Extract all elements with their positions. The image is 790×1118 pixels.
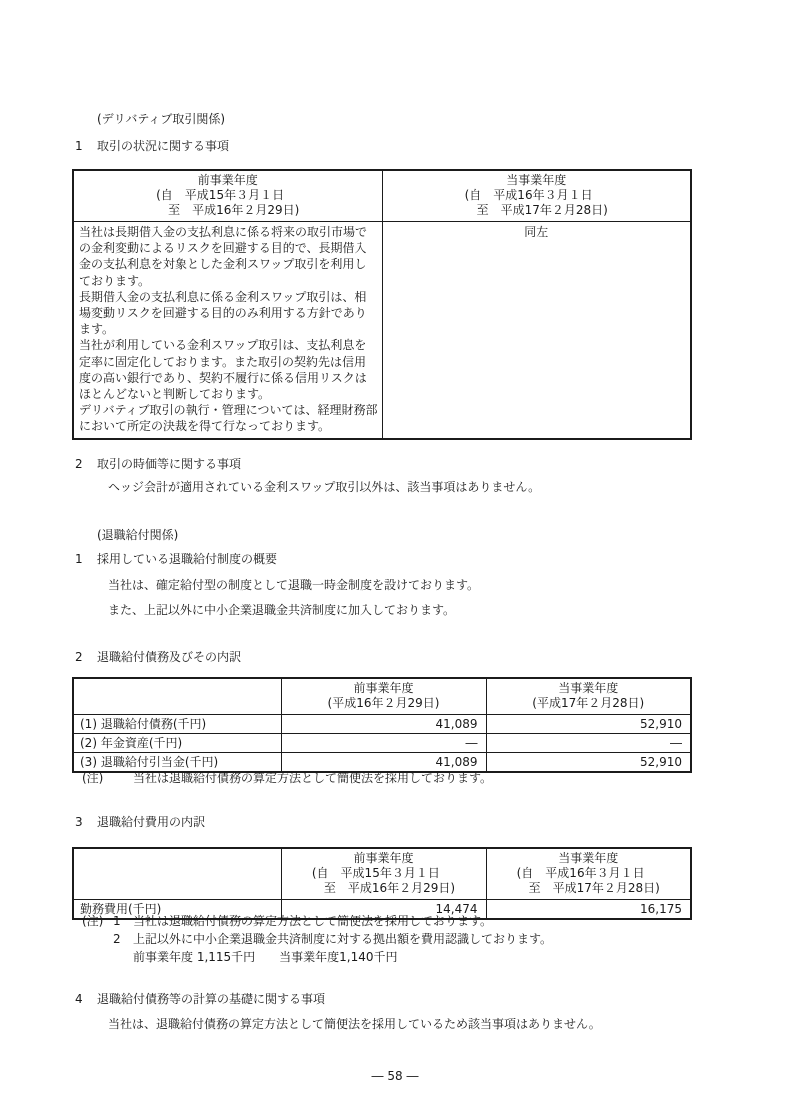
prev-period-to: 至 平成16年２月29日) [311, 881, 456, 895]
prev-period-to: 至 平成16年２月29日) [156, 203, 300, 217]
retirement-table3-note-detail: 前事業年度 1,115千円 当事業年度1,140千円 [133, 950, 398, 964]
prev-value: 41,089 [281, 715, 486, 734]
retirement-table3-note2 [113, 931, 552, 948]
curr-period-dates [517, 866, 660, 896]
empty-header-cell [73, 848, 281, 900]
prev-value: ― [281, 734, 486, 753]
curr-period-dates [465, 188, 608, 218]
curr-period-to: 至 平成17年２月28日) [464, 203, 608, 217]
policy-paragraph: 当社が利用している金利スワップ取引は、支払利息を定率に固定化しております。また取引の契約先は信用度の高い銀行であり、契約不履行に係る信用リスクはほとんどないと判断しております。 [79, 338, 367, 402]
retirement-obligation-table [72, 677, 692, 773]
prev-period-title: 前事業年度 [197, 173, 258, 187]
derivatives-item2-title: 取引の時価等に関する事項 [97, 457, 242, 471]
note-text: 当社は退職給付債務の算定方法として簡便法を採用しております。 [133, 914, 493, 928]
prev-period-date: (平成16年２月29日) [327, 696, 440, 710]
note-prefix: (注) [82, 771, 104, 785]
retirement-item2-title: 退職給付債務及びその内訳 [97, 650, 242, 664]
derivatives-item2-body: ヘッジ会計が適用されている金利スワップ取引以外は、該当事項はありません。 [108, 480, 541, 494]
curr-period-from: (自 平成16年３月１日 [464, 188, 593, 202]
curr-period-date: (平成17年２月28日) [532, 696, 645, 710]
prev-period-dates [156, 188, 299, 218]
curr-value: 52,910 [486, 753, 691, 773]
derivatives-item1-title: 取引の状況に関する事項 [97, 139, 230, 153]
table-row [73, 734, 691, 753]
curr-period-same-as-left: 同左 [382, 222, 691, 439]
retirement-item1-title: 採用している退職給付制度の概要 [97, 552, 278, 566]
prev-period-dates [312, 866, 455, 896]
note-text: 上記以外に中小企業退職金共済制度に対する拠出額を費用認識しております。 [133, 932, 553, 946]
policy-paragraph: デリバティブ取引の執行・管理については、経理財務部において所定の決裁を得て行なっております。 [79, 403, 378, 434]
policy-paragraph: 長期借入金の支払利息に係る金利スワップ取引は、相場変動リスクを回避する目的のみ利用する方針であります。 [79, 289, 367, 337]
curr-period-title: 当事業年度 [558, 681, 619, 695]
curr-period-from: (自 平成16年３月１日 [516, 866, 645, 880]
retirement-item1-number: 1 [75, 552, 83, 566]
table-header-row [73, 170, 691, 222]
page-number: ― 58 ― [371, 1069, 419, 1083]
note-number: 2 [113, 932, 121, 946]
derivatives-status-table [72, 169, 692, 440]
row-label: (2) 年金資産(千円) [73, 734, 281, 753]
derivatives-item1-heading [75, 138, 229, 155]
retirement-item4-number: 4 [75, 992, 83, 1006]
prev-period-header-cell [73, 170, 382, 222]
curr-value: 16,175 [486, 900, 691, 920]
derivatives-item2-number: 2 [75, 457, 83, 471]
prev-period-from: (自 平成15年３月１日 [311, 866, 440, 880]
retirement-item4-title: 退職給付債務等の計算の基礎に関する事項 [97, 992, 326, 1006]
retirement-item3-heading [75, 814, 205, 831]
policy-paragraph: 当社は長期借入金の支払利息に係る将来の取引市場での金利変動によるリスクを回避する目的で、長期借入金の支払利息を対象とした金利スワップ取引を利用しております。 [79, 225, 368, 288]
curr-period-title: 当事業年度 [506, 173, 567, 187]
prev-period-header-cell [281, 848, 486, 900]
curr-value: 52,910 [486, 715, 691, 734]
table-body-row [73, 222, 691, 439]
derivatives-section-title: (デリバティブ取引関係) [97, 112, 226, 126]
curr-period-header-cell [382, 170, 691, 222]
curr-period-title: 当事業年度 [558, 851, 619, 865]
note-number: 1 [113, 914, 121, 928]
prev-period-from: (自 平成15年３月１日 [156, 188, 285, 202]
retirement-item2-heading [75, 649, 241, 666]
row-label: 勤務費用(千円) [73, 900, 281, 920]
retirement-item3-number: 3 [75, 815, 83, 829]
table-header-row [73, 848, 691, 900]
curr-period-header-cell [486, 678, 691, 715]
note-text: 当社は退職給付債務の算定方法として簡便法を採用しております。 [133, 771, 493, 785]
retirement-item1-line1: 当社は、確定給付型の制度として退職一時金制度を設けております。 [108, 578, 480, 592]
prev-period-title: 前事業年度 [353, 851, 414, 865]
retirement-table2-note [82, 770, 492, 787]
retirement-item4-body: 当社は、退職給付債務の算定方法として簡便法を採用しているため該当事項はありません。 [108, 1017, 601, 1031]
table-header-row [73, 678, 691, 715]
derivatives-item2-heading [75, 456, 241, 473]
curr-period-header-cell [486, 848, 691, 900]
curr-period-to: 至 平成17年２月28日) [516, 881, 660, 895]
retirement-table3-note1 [82, 913, 492, 930]
retirement-item4-heading [75, 991, 325, 1008]
retirement-item3-title: 退職給付費用の内訳 [97, 815, 206, 829]
empty-header-cell [73, 678, 281, 715]
retirement-cost-table [72, 847, 692, 920]
retirement-item2-number: 2 [75, 650, 83, 664]
derivatives-item1-number: 1 [75, 139, 83, 153]
retirement-section-title: (退職給付関係) [97, 528, 179, 542]
prev-period-header-cell [281, 678, 486, 715]
retirement-item1-line2: また、上記以外に中小企業退職金共済制度に加入しております。 [108, 603, 456, 617]
row-label: (1) 退職給付債務(千円) [73, 715, 281, 734]
prev-value: 41,089 [281, 753, 486, 773]
curr-value: ― [486, 734, 691, 753]
note-prefix: (注) [82, 914, 104, 928]
prev-period-title: 前事業年度 [353, 681, 414, 695]
prev-period-policy-text [73, 222, 382, 439]
retirement-item1-heading [75, 551, 277, 568]
table-row [73, 715, 691, 734]
prev-value: 14,474 [281, 900, 486, 920]
row-label: (3) 退職給付引当金(千円) [73, 753, 281, 773]
